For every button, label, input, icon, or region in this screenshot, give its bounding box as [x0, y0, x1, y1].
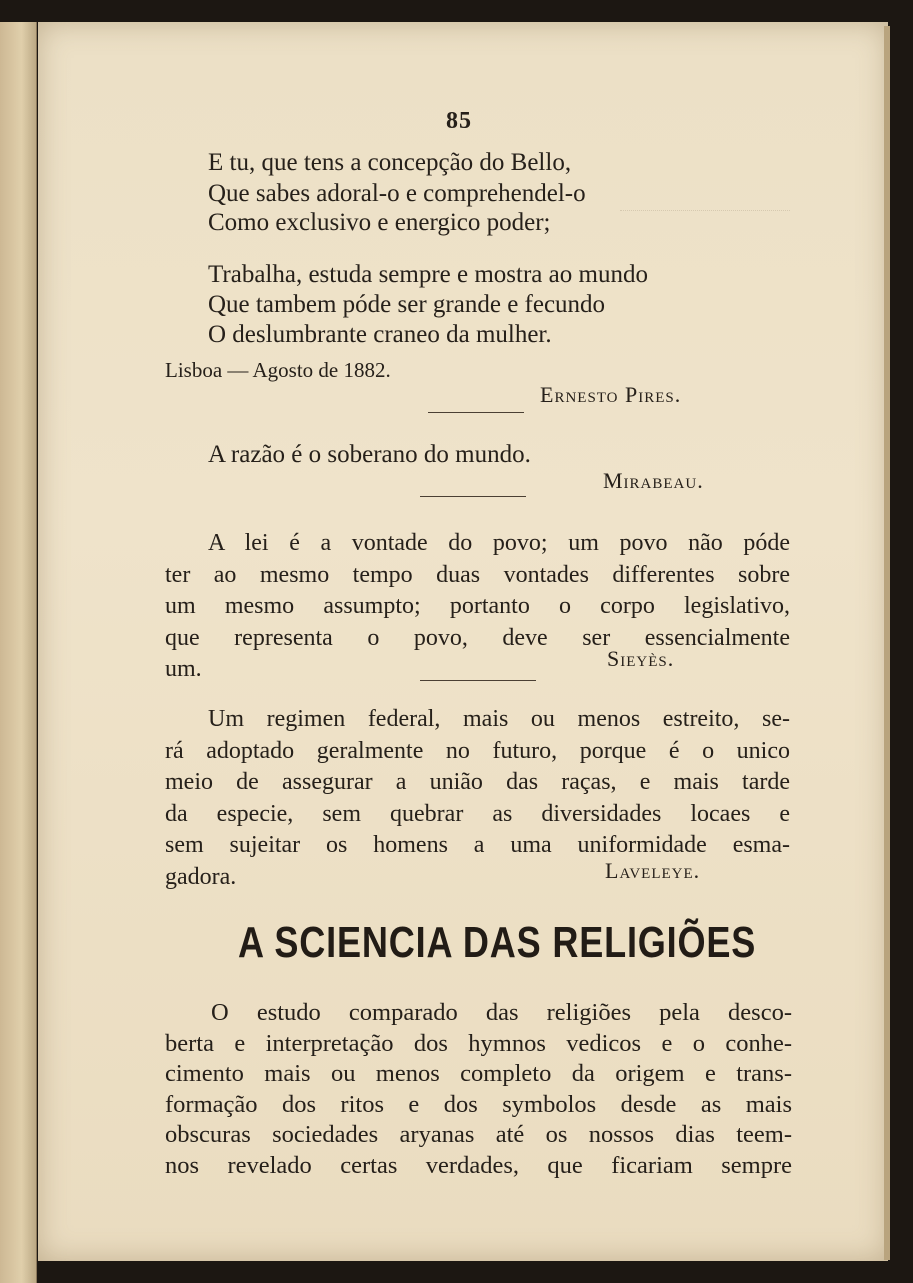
separator-rule: [420, 680, 536, 681]
paragraph-line: gadora.: [165, 863, 237, 890]
paragraph-line: A lei é a vontade do povo; um povo não póde: [208, 530, 790, 556]
paragraph-line: rá adoptado geralmente no futuro, porque é o unico: [165, 737, 790, 764]
poem-line: Que tambem póde ser grande e fecundo: [208, 291, 606, 318]
paragraph-line: meio de assegurar a união das raças, e mais tarde: [165, 769, 790, 795]
place-date: Lisboa — Agosto de 1882.: [165, 358, 391, 382]
separator-rule: [428, 412, 524, 413]
quote-author: Sieyès.: [607, 646, 675, 671]
quote-author: Laveleye.: [605, 858, 701, 883]
poem-author: Ernesto Pires.: [540, 382, 682, 407]
paragraph-line: da especie, sem quebrar as diversidades locaes e: [165, 800, 790, 827]
paragraph-line: obscuras sociedades aryanas até os nossos dias teem-: [165, 1121, 792, 1148]
paragraph-line: nos revelado certas verdades, que ficariam sempre: [165, 1151, 792, 1179]
page-right-edge: [884, 26, 890, 1260]
paragraph-line: que representa o povo, deve ser essencialmente: [165, 624, 790, 651]
quote-paragraph: [165, 528, 790, 686]
separator-rule: [420, 496, 526, 497]
paragraph-line: ter ao mesmo tempo duas vontades differentes sobre: [165, 561, 790, 588]
page-number: 85: [446, 108, 472, 134]
poem-line: O deslumbrante craneo da mulher.: [208, 321, 552, 348]
poem-line: Como exclusivo e energico poder;: [208, 209, 551, 236]
poem-line: Trabalha, estuda sempre e mostra ao mundo: [208, 261, 648, 288]
paragraph-line: berta e interpretação dos hymnos vedicos e o conhe-: [165, 1029, 792, 1057]
paragraph-line: Um regimen federal, mais ou menos estreito, se-: [208, 706, 790, 732]
paragraph-line: O estudo comparado das religiões pela desco-: [211, 999, 792, 1026]
section-title: A SCIENCIA DAS RELIGIÕES: [238, 918, 757, 967]
poem-line: Que sabes adoral-o e comprehendel-o: [208, 180, 586, 207]
quote-text: A razão é o soberano do mundo.: [208, 441, 531, 468]
paragraph-line: um.: [165, 656, 202, 682]
paragraph-line: cimento mais ou menos completo da origem e trans-: [165, 1060, 792, 1087]
previous-page-edge: [0, 22, 37, 1283]
quote-author: Mirabeau.: [603, 468, 704, 493]
paragraph-line: um mesmo assumpto; portanto o corpo legislativo,: [165, 593, 790, 619]
bleed-through-shade: [620, 150, 790, 211]
paragraph-line: sem sujeitar os homens a uma uniformidade esma-: [165, 832, 790, 858]
paragraph-line: formação dos ritos e dos symbolos desde as mais: [165, 1090, 792, 1118]
body-paragraph: [165, 998, 792, 1181]
poem-line: E tu, que tens a concepção do Bello,: [208, 149, 572, 176]
